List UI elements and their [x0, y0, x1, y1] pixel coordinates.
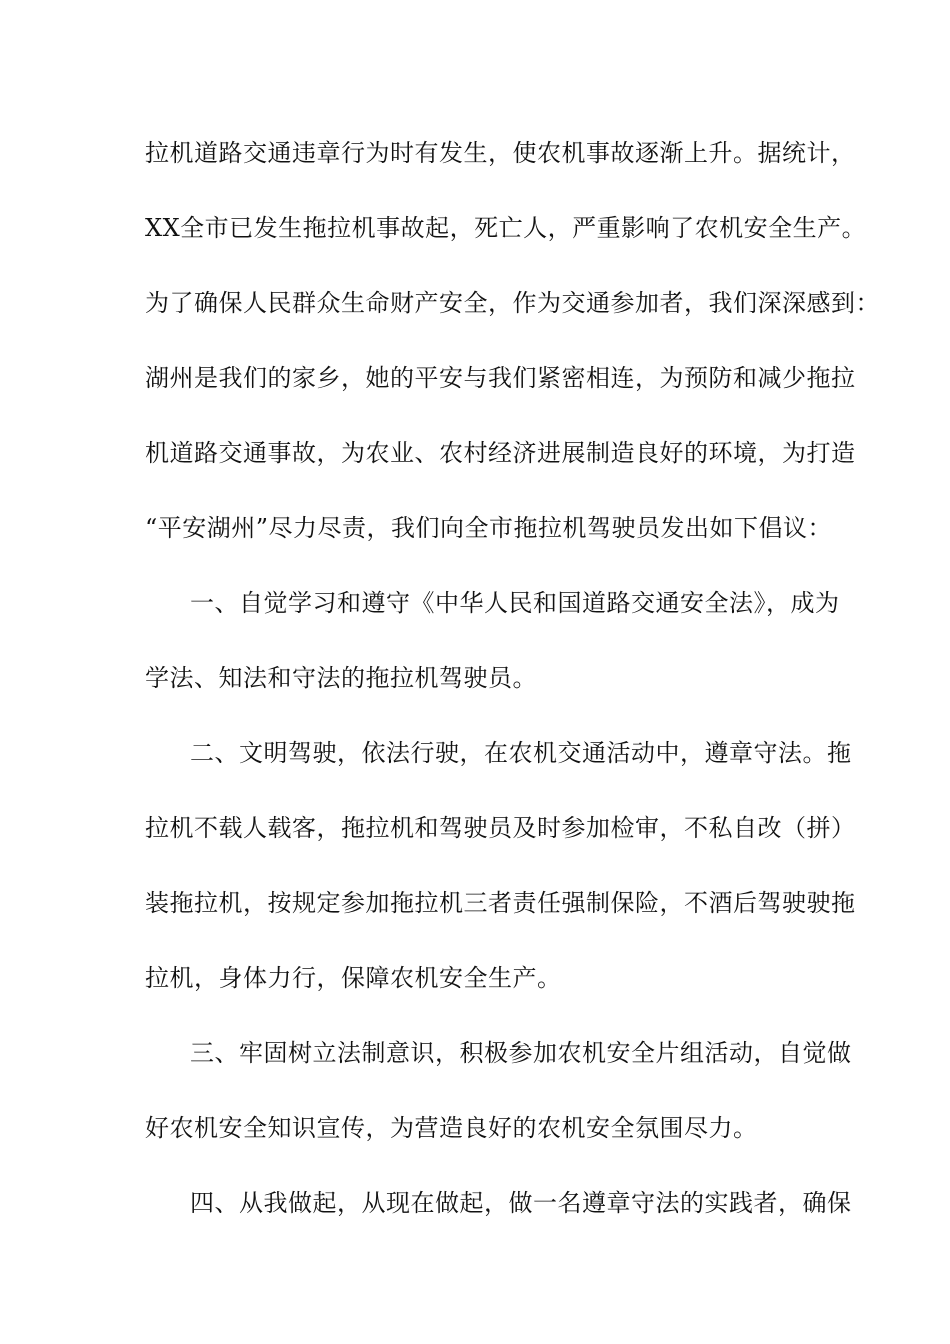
- text-line: 拉机不载人载客，拖拉机和驾驶员及时参加检审，不私自改（拼）: [145, 814, 856, 842]
- text-line: 湖州是我们的家乡，她的平安与我们紧密相连，为预防和减少拖拉: [145, 364, 856, 392]
- text-line: 四、从我做起，从现在做起，做一名遵章守法的实践者，确保: [190, 1189, 852, 1217]
- text-line: 为了确保人民群众生命财产安全，作为交通参加者，我们深深感到：: [145, 289, 880, 317]
- text-line: 三、牢固树立法制意识，积极参加农机安全片组活动，自觉做: [190, 1039, 852, 1067]
- text-line: 机道路交通事故，为农业、农村经济进展制造良好的环境，为打造: [145, 439, 856, 467]
- text-line: 拉机，身体力行，保障农机安全生产。: [145, 964, 562, 992]
- text-line: 学法、知法和守法的拖拉机驾驶员。: [145, 664, 537, 692]
- text-line: “平安湖州”尽力尽责，我们向全市拖拉机驾驶员发出如下倡议：: [145, 514, 833, 542]
- text-line: 好农机安全知识宣传，为营造良好的农机安全氛围尽力。: [145, 1114, 758, 1142]
- text-line: 二、文明驾驶，依法行驶，在农机交通活动中，遵章守法。拖: [190, 739, 852, 767]
- text-line: 一、自觉学习和遵守《中华人民和国道路交通安全法》，成为: [190, 589, 840, 617]
- text-line: 拉机道路交通违章行为时有发生，使农机事故逐渐上升。据统计，: [145, 139, 856, 167]
- text-line: 装拖拉机，按规定参加拖拉机三者责任强制保险，不酒后驾驶驶拖: [145, 889, 856, 917]
- text-line: XX全市已发生拖拉机事故起，死亡人，严重影响了农机安全生产。: [145, 214, 867, 242]
